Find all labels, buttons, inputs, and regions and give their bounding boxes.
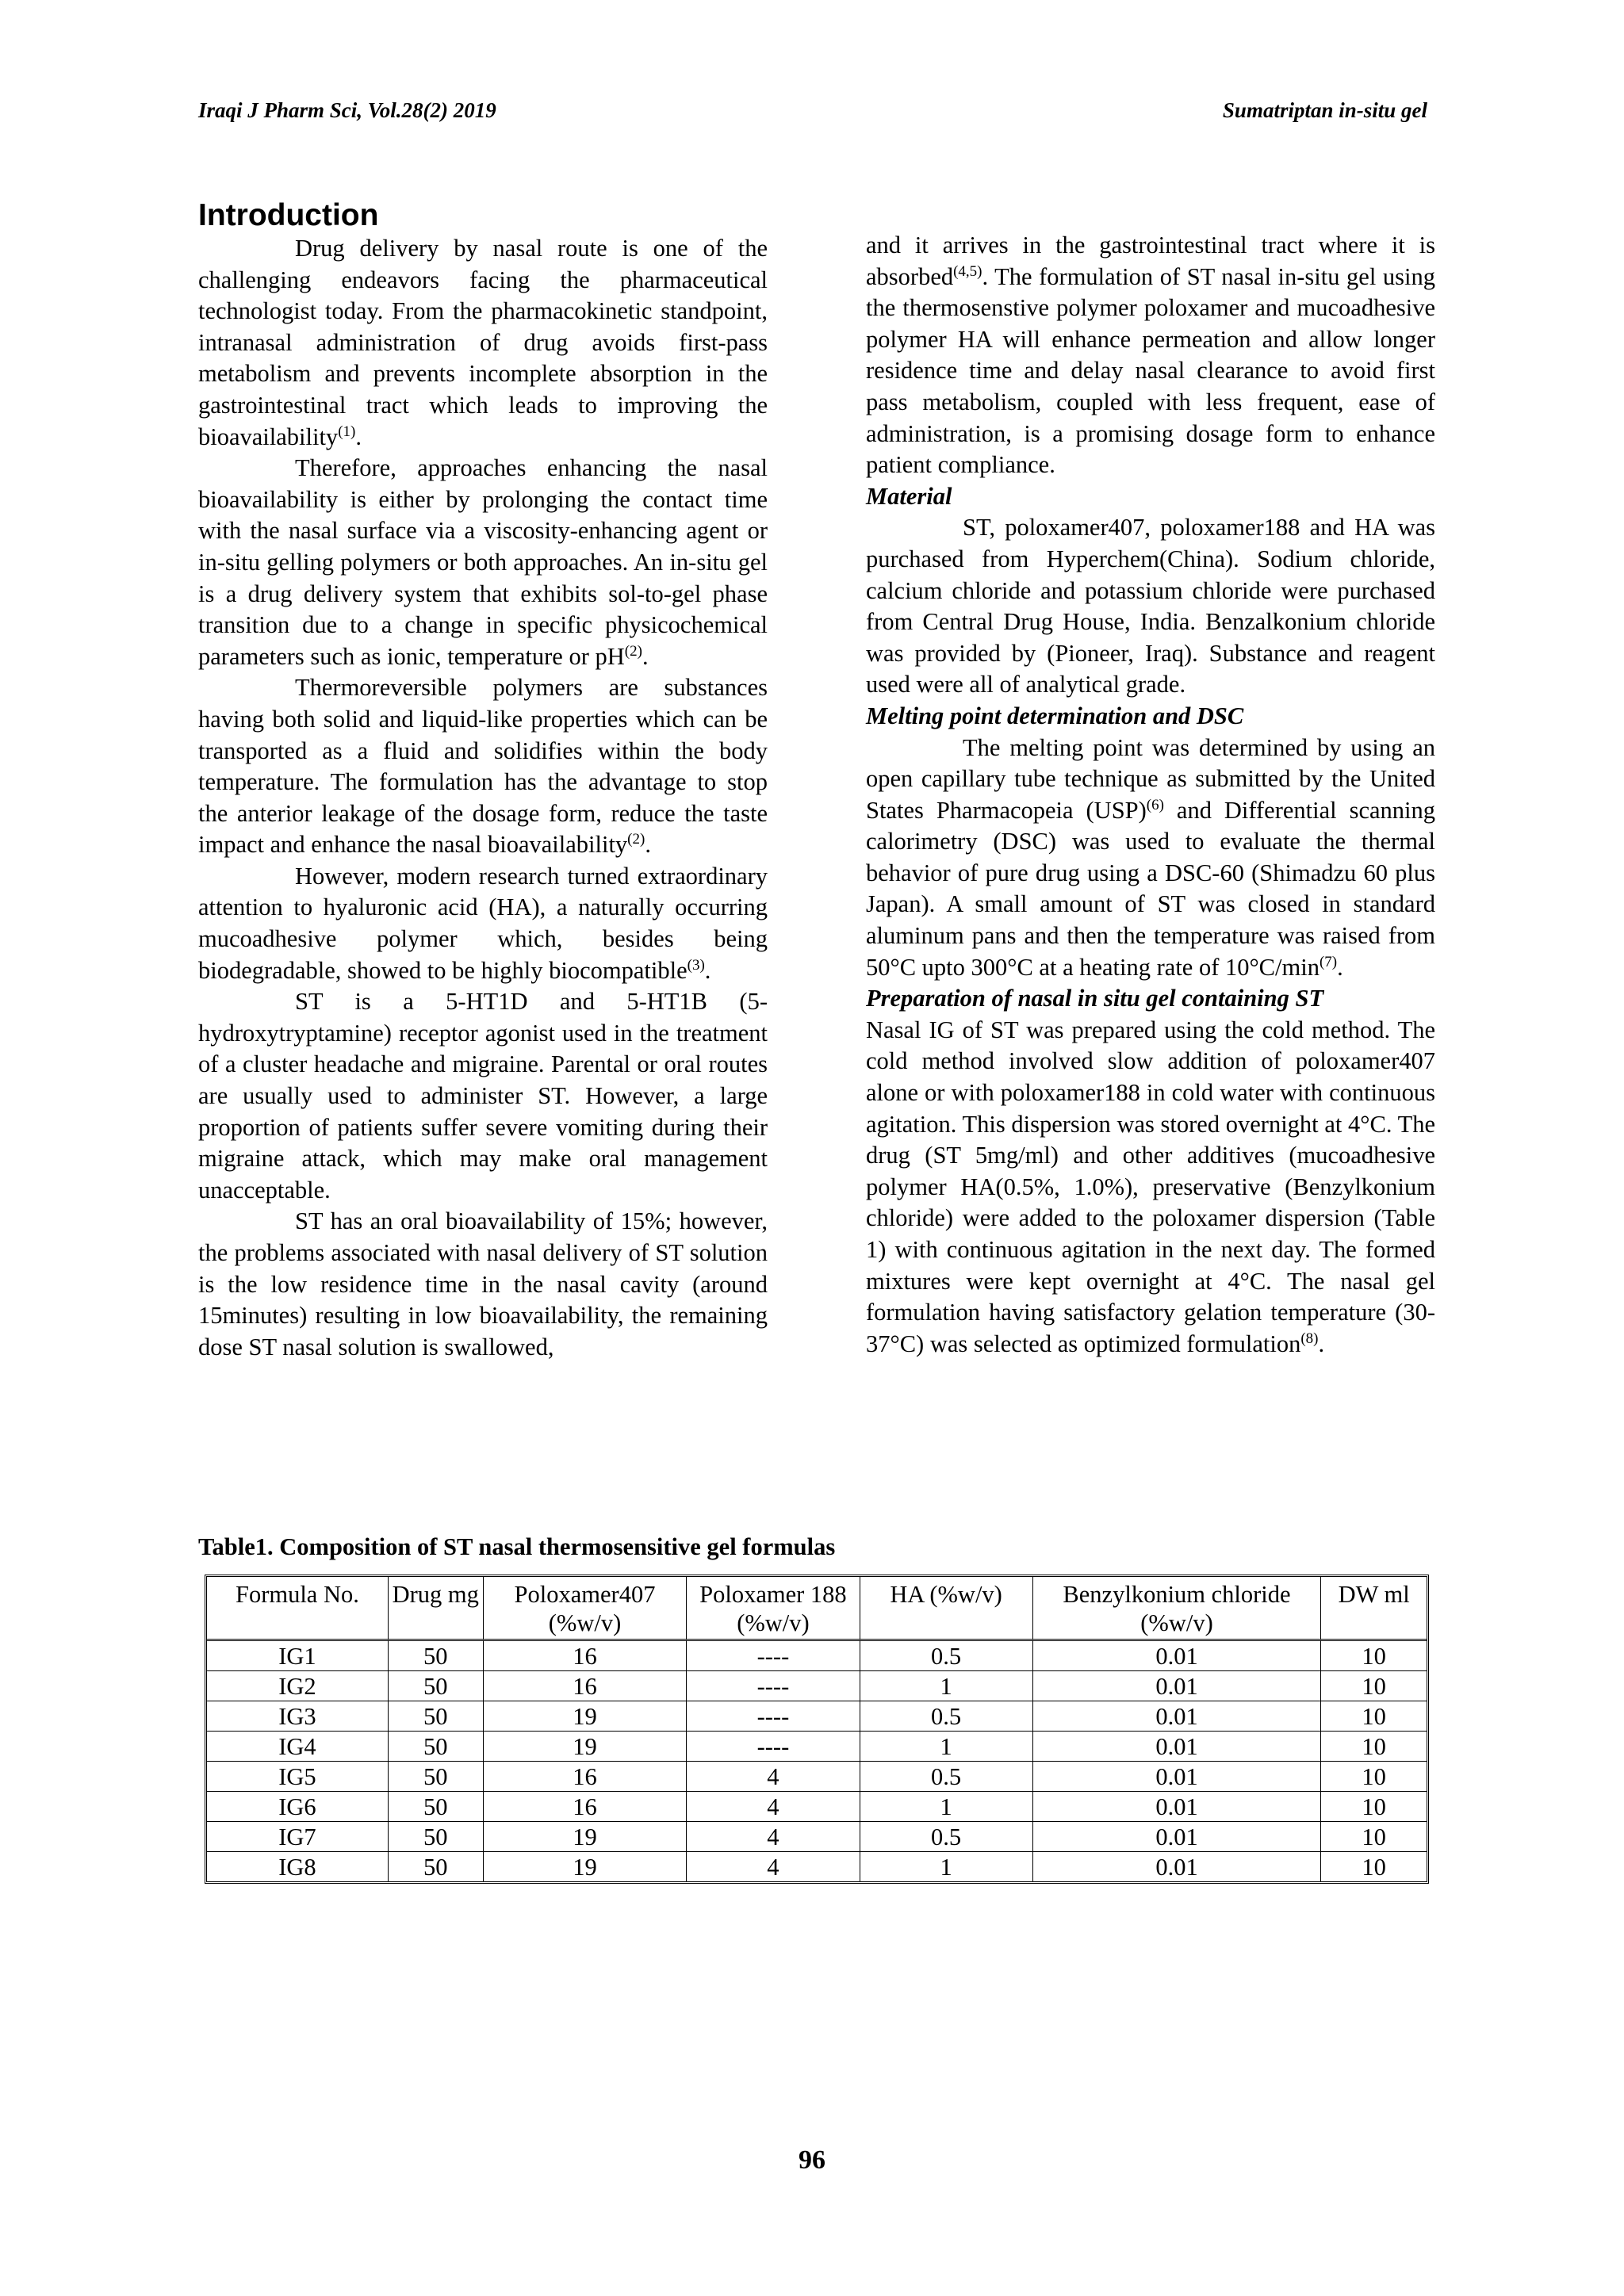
table-row (207, 1822, 1427, 1852)
table-cell: 10 (1321, 1732, 1427, 1762)
table-cell: 50 (389, 1671, 484, 1701)
table-cell: 10 (1321, 1762, 1427, 1792)
table-cell: 4 (687, 1852, 860, 1881)
table-row (207, 1792, 1427, 1822)
citation[interactable]: (8) (1300, 1330, 1319, 1347)
table-cell: 10 (1321, 1792, 1427, 1822)
citation[interactable]: (2) (624, 642, 642, 660)
table-cell: 0.01 (1033, 1762, 1322, 1792)
column-header: Benzylkonium chloride (%w/v) (1033, 1577, 1322, 1641)
citation[interactable]: (4,5) (953, 262, 982, 280)
section-heading-material: Material (866, 482, 952, 510)
table-cell: 16 (484, 1762, 688, 1792)
citation[interactable]: (2) (627, 831, 645, 848)
paragraph: However, modern research turned extraordinary attention to hyaluronic acid (HA), a naturally occurring mucoadhesive polymer which, besides being biodegradable, showed to be highly biocompatible$^{(3)}$. (198, 862, 768, 984)
table-cell: 0.01 (1033, 1701, 1322, 1732)
table-cell: 4 (687, 1822, 860, 1852)
table-cell: 1 (860, 1671, 1033, 1701)
table-header-row (207, 1577, 1427, 1641)
paragraph: Nasal IG of ST was prepared using the cold method. The cold method involved slow addition of poloxamer407 alone or with poloxamer188 in cold water with continuous agitation. This dispersion was stored overnight at 4°C. The drug (ST 5mg/ml) and other additives (mucoadhesive polymer HA(0.5%, 1.0%), preservative (Benzylkonium chloride) were added to the poloxamer dispersion (Table 1) with continuous agitation in the next day. The formed mixtures were kept overnight at 4°C. The nasal gel formulation having satisfactory gelation temperature (30-37°C) was selected as optimized formulation$^{(8)}$. (866, 1016, 1435, 1357)
column-header: Poloxamer407 (%w/v) (484, 1577, 688, 1641)
table-cell: 19 (484, 1822, 688, 1852)
table-cell: 50 (389, 1792, 484, 1822)
table-cell: ---- (687, 1671, 860, 1701)
running-header-journal: Iraqi J Pharm Sci, Vol.28(2) 2019 (198, 98, 496, 122)
column-header: HA (%w/v) (860, 1577, 1033, 1641)
table-cell: 1 (860, 1852, 1033, 1881)
paragraph: ST has an oral bioavailability of 15%; however, the problems associated with nasal delivery of ST solution is the low residence time in the nasal cavity (around 15minutes) resulting in low bioavailability, the remaining dose ST nasal solution is swallowed, (198, 1207, 768, 1360)
table-row (207, 1762, 1427, 1792)
paragraph: Therefore, approaches enhancing the nasal bioavailability is either by prolonging the contact time with the nasal surface via a viscosity-enhancing agent or in-situ gelling polymers or both approaches. An in-situ gel is a drug delivery system that exhibits sol-to-gel phase transition due to a change in specific physicochemical parameters such as ionic, temperature or $pH^{(2)}$. (198, 454, 768, 670)
column-header: DW ml (1321, 1577, 1427, 1641)
column-header: Poloxamer 188 (%w/v) (687, 1577, 860, 1641)
table-cell: 4 (687, 1762, 860, 1792)
table-cell: 4 (687, 1792, 860, 1822)
table-cell: 0.01 (1033, 1641, 1322, 1671)
right-column (866, 230, 1435, 1360)
citation[interactable]: (3) (687, 956, 705, 974)
column-header: Drug mg (389, 1577, 484, 1641)
section-heading-introduction: Introduction (198, 198, 379, 232)
table-cell: 0.01 (1033, 1852, 1322, 1881)
table-cell: 50 (389, 1852, 484, 1881)
table-cell: IG2 (207, 1671, 389, 1701)
table-cell: 10 (1362, 1853, 1386, 1881)
table-row (207, 1701, 1427, 1732)
running-header-title: Sumatriptan in-situ gel (1222, 98, 1427, 122)
table-cell: 0.5 (860, 1701, 1033, 1732)
citation[interactable]: (6) (1146, 796, 1164, 813)
table-cell: 50 (389, 1701, 484, 1732)
table-cell: 50 (389, 1732, 484, 1762)
column-header: Formula No. (207, 1577, 389, 1641)
table-cell: 50 (389, 1641, 484, 1671)
table-cell: 16 (484, 1792, 688, 1822)
paragraph: ST, poloxamer407, poloxamer188 and HA was purchased from Hyperchem(China). Sodium chloride, calcium chloride and potassium chloride were purchased from Central Drug House, India. Benzalkonium chloride was provided by (Pioneer, Iraq). Substance and reagent used were all of analytical grade. (866, 514, 1435, 698)
table-cell: 0.01 (1033, 1822, 1322, 1852)
table-cell: 0.5 (860, 1641, 1033, 1671)
table-cell: IG6 (207, 1792, 389, 1822)
table-caption: Table1. Composition of ST nasal thermosensitive gel formulas (198, 1533, 836, 1560)
table-cell: 0.5 (860, 1762, 1033, 1792)
paragraph: The melting point was determined by using an open capillary tube technique as submitted by the United States Pharmacopeia (USP)$^{(6)}$ and Differential scanning calorimetry (DSC) was used to evaluate the thermal behavior of pure drug using a DSC-60 (Shimadzu 60 plus Japan). A small amount of ST was closed in standard aluminum pans and then the temperature was raised from 50°C upto 300°C at a heating rate of $10^\circ C/\min^{(7)}$. (866, 733, 1435, 981)
table-row (207, 1671, 1427, 1701)
table-cell: 16 (484, 1671, 688, 1701)
table-row (207, 1641, 1427, 1671)
page-number: 96 (799, 2145, 825, 2175)
table-cell: ---- (687, 1732, 860, 1762)
paragraph: Drug delivery by nasal route is one of the challenging endeavors facing the pharmaceutical technologist today. From the pharmacokinetic standpoint, intranasal administration of drug avoids first-pass metabolism and prevents incomplete absorption in the gastrointestinal tract which leads to improving the bioavailability$^{(1)}$. (198, 235, 768, 450)
table-cell: 16 (484, 1641, 688, 1671)
table-cell: IG7 (207, 1822, 389, 1852)
table-cell: IG5 (207, 1762, 389, 1792)
paragraph: ST is a 5-HT1D and 5-HT1B (5-hydroxytryptamine) receptor agonist used in the treatment of a cluster headache and migraine. Parental or oral routes are usually used to administer ST. However, a large proportion of patients suffer severe vomiting during their migraine attack, which may make oral management unacceptable. (198, 988, 768, 1203)
left-column (198, 198, 768, 1363)
table-cell: 19 (484, 1701, 688, 1732)
table-cell: IG4 (207, 1732, 389, 1762)
table-cell: 19 (484, 1732, 688, 1762)
citation[interactable]: (1) (338, 423, 356, 440)
table-cell: IG3 (207, 1701, 389, 1732)
table-cell: 10 (1321, 1671, 1427, 1701)
table-row (207, 1732, 1427, 1762)
table-cell: 50 (389, 1762, 484, 1792)
section-heading-melting-point: Melting point determination and DSC (866, 702, 1244, 729)
table-cell: 0.5 (860, 1822, 1033, 1852)
table-cell: 10 (1321, 1641, 1427, 1671)
composition-table (205, 1575, 1429, 1884)
citation[interactable]: (7) (1319, 953, 1338, 970)
paragraph: Thermoreversible polymers are substances having both solid and liquid-like properties which can be transported as a fluid and solidifies within the body temperature. The formulation has the advantage to stop the anterior leakage of the dosage form, reduce the taste impact and enhance the nasal bioavailability$^{(2)}$. (198, 674, 768, 859)
table-cell: 1 (860, 1732, 1033, 1762)
table-cell: IG8 (207, 1852, 389, 1881)
table-cell: 0.01 (1033, 1732, 1322, 1762)
table-cell: ---- (687, 1641, 860, 1671)
table-cell: IG1 (207, 1641, 389, 1671)
table-cell: 10 (1321, 1701, 1427, 1732)
table-row (207, 1852, 1427, 1881)
section-heading-preparation: Preparation of nasal in situ gel containing ST (866, 985, 1324, 1012)
paragraph: and it arrives in the gastrointestinal tract where it is absorbed$^{(4,5)}$. The formulation of ST nasal in-situ gel using the thermosenstive polymer poloxamer and mucoadhesive polymer HA will enhance permeation and allow longer residence time and delay nasal clearance to avoid first pass metabolism, coupled with less frequent, ease of administration, is a promising dosage form to enhance patient compliance. (866, 232, 1435, 479)
table-cell: 0.01 (1033, 1671, 1322, 1701)
table-cell: 50 (389, 1822, 484, 1852)
table-cell: 10 (1321, 1822, 1427, 1852)
table-cell: 0.01 (1033, 1792, 1322, 1822)
table-cell: ---- (687, 1701, 860, 1732)
table-cell: 1 (860, 1792, 1033, 1822)
table-cell: 19 (484, 1852, 688, 1881)
